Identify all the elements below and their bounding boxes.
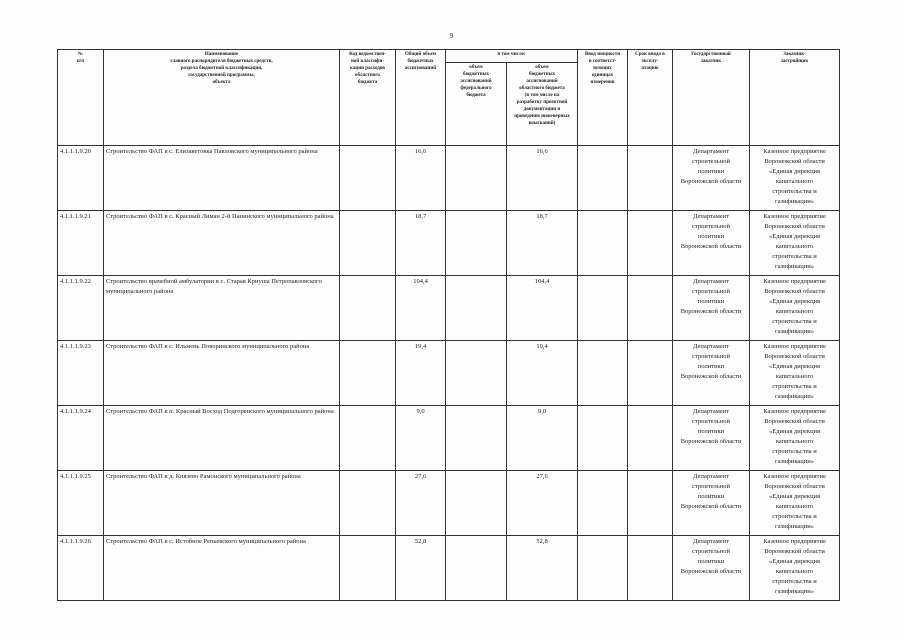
header-state-customer: Государственный заказчик — [673, 50, 750, 146]
commission-term — [628, 211, 673, 276]
object-name: Строительство врачебной амбулатории в с. Старая Криуша Петропавловского муниципального района — [104, 276, 340, 341]
developer: Казенное предприятие Воронежской области «Единая дирекция капитального строительства и газификации» — [750, 406, 840, 471]
page-number: 9 — [449, 32, 454, 40]
table-row — [58, 211, 840, 276]
table-row — [58, 406, 840, 471]
state-customer: Департамент строительной политики Воронежской области — [673, 146, 750, 211]
table-row — [58, 471, 840, 536]
row-number: 4.1.1.1.9.25 — [58, 471, 104, 536]
regional-amount: 27,6 — [507, 471, 578, 536]
capacity — [578, 341, 628, 406]
federal-amount — [446, 536, 507, 601]
commission-term — [628, 146, 673, 211]
header-total: Общий объем бюджетных ассигнований — [396, 50, 446, 146]
header-capacity: Ввод мощности в соответст- вующих единицах измерения — [578, 50, 628, 146]
regional-amount: 9,0 — [507, 406, 578, 471]
table-row — [58, 146, 840, 211]
header-regional: объем бюджетных ассигнований областного бюджета (в том числе на разработку проектной документации и проведение инженерных изысканий) — [507, 63, 578, 146]
commission-term — [628, 471, 673, 536]
state-customer: Департамент строительной политики Воронежской области — [673, 341, 750, 406]
total-amount: 9,0 — [396, 406, 446, 471]
federal-amount — [446, 471, 507, 536]
table-row — [58, 276, 840, 341]
header-row — [58, 50, 840, 63]
federal-amount — [446, 146, 507, 211]
capacity — [578, 536, 628, 601]
table-row — [58, 536, 840, 601]
total-amount: 18,7 — [396, 211, 446, 276]
state-customer: Департамент строительной политики Воронежской области — [673, 471, 750, 536]
regional-amount: 19,4 — [507, 341, 578, 406]
total-amount: 27,6 — [396, 471, 446, 536]
row-number: 4.1.1.1.9.20 — [58, 146, 104, 211]
table-body — [58, 146, 840, 601]
object-name: Строительство ФАП в с. Истобное Репьевского муниципального района — [104, 536, 340, 601]
capacity — [578, 276, 628, 341]
header-name: Наименование главного распорядителя бюджетных средств, раздела бюджетной классификации, государственной программы, объекта — [104, 50, 340, 146]
total-amount: 52,8 — [396, 536, 446, 601]
object-name: Строительство ФАП в с. Красный Лиман 2-й Панинского муниципального района — [104, 211, 340, 276]
classification-code — [340, 146, 396, 211]
object-name: Строительство ФАП в с. Ильмень Поворинского муниципального района — [104, 341, 340, 406]
classification-code — [340, 211, 396, 276]
regional-amount: 52,8 — [507, 536, 578, 601]
commission-term — [628, 536, 673, 601]
capacity — [578, 211, 628, 276]
state-customer: Департамент строительной политики Воронежской области — [673, 536, 750, 601]
total-amount: 16,6 — [396, 146, 446, 211]
row-number: 4.1.1.1.9.22 — [58, 276, 104, 341]
developer: Казенное предприятие Воронежской области «Единая дирекция капитального строительства и газификации» — [750, 536, 840, 601]
header-federal: объем бюджетных ассигнований федерального бюджета — [446, 63, 507, 146]
classification-code — [340, 276, 396, 341]
developer: Казенное предприятие Воронежской области «Единая дирекция капитального строительства и газификации» — [750, 146, 840, 211]
developer: Казенное предприятие Воронежской области «Единая дирекция капитального строительства и газификации» — [750, 276, 840, 341]
classification-code — [340, 341, 396, 406]
table-row — [58, 341, 840, 406]
commission-term — [628, 341, 673, 406]
total-amount: 104,4 — [396, 276, 446, 341]
state-customer: Департамент строительной политики Воронежской области — [673, 276, 750, 341]
regional-amount: 16,6 — [507, 146, 578, 211]
regional-amount: 18,7 — [507, 211, 578, 276]
developer: Казенное предприятие Воронежской области «Единая дирекция капитального строительства и газификации» — [750, 341, 840, 406]
state-customer: Департамент строительной политики Воронежской области — [673, 211, 750, 276]
row-number: 4.1.1.1.9.24 — [58, 406, 104, 471]
row-number: 4.1.1.1.9.26 — [58, 536, 104, 601]
header-including: в том числе: — [446, 50, 578, 63]
classification-code — [340, 406, 396, 471]
commission-term — [628, 276, 673, 341]
developer: Казенное предприятие Воронежской области «Единая дирекция капитального строительства и газификации» — [750, 211, 840, 276]
capacity — [578, 406, 628, 471]
capacity — [578, 146, 628, 211]
budget-table — [57, 49, 840, 601]
classification-code — [340, 471, 396, 536]
row-number: 4.1.1.1.9.21 — [58, 211, 104, 276]
header-num: № п/п — [58, 50, 104, 146]
header-code: Код ведомствен- ной классифи- кации расходов областного бюджета — [340, 50, 396, 146]
classification-code — [340, 536, 396, 601]
federal-amount — [446, 406, 507, 471]
commission-term — [628, 406, 673, 471]
header-term: Срок ввода в эксплу- атацию — [628, 50, 673, 146]
row-number: 4.1.1.1.9.23 — [58, 341, 104, 406]
object-name: Строительство ФАП в д. Князево Рамонского муниципального района — [104, 471, 340, 536]
developer: Казенное предприятие Воронежской области «Единая дирекция капитального строительства и газификации» — [750, 471, 840, 536]
header-developer: Заказчик- застройщик — [750, 50, 840, 146]
capacity — [578, 471, 628, 536]
state-customer: Департамент строительной политики Воронежской области — [673, 406, 750, 471]
regional-amount: 104,4 — [507, 276, 578, 341]
federal-amount — [446, 276, 507, 341]
federal-amount — [446, 341, 507, 406]
object-name: Строительство ФАП в п. Красный Восход Подгоренского муниципального района — [104, 406, 340, 471]
federal-amount — [446, 211, 507, 276]
object-name: Строительство ФАП в с. Елизаветовка Павловского муниципального района — [104, 146, 340, 211]
total-amount: 19,4 — [396, 341, 446, 406]
